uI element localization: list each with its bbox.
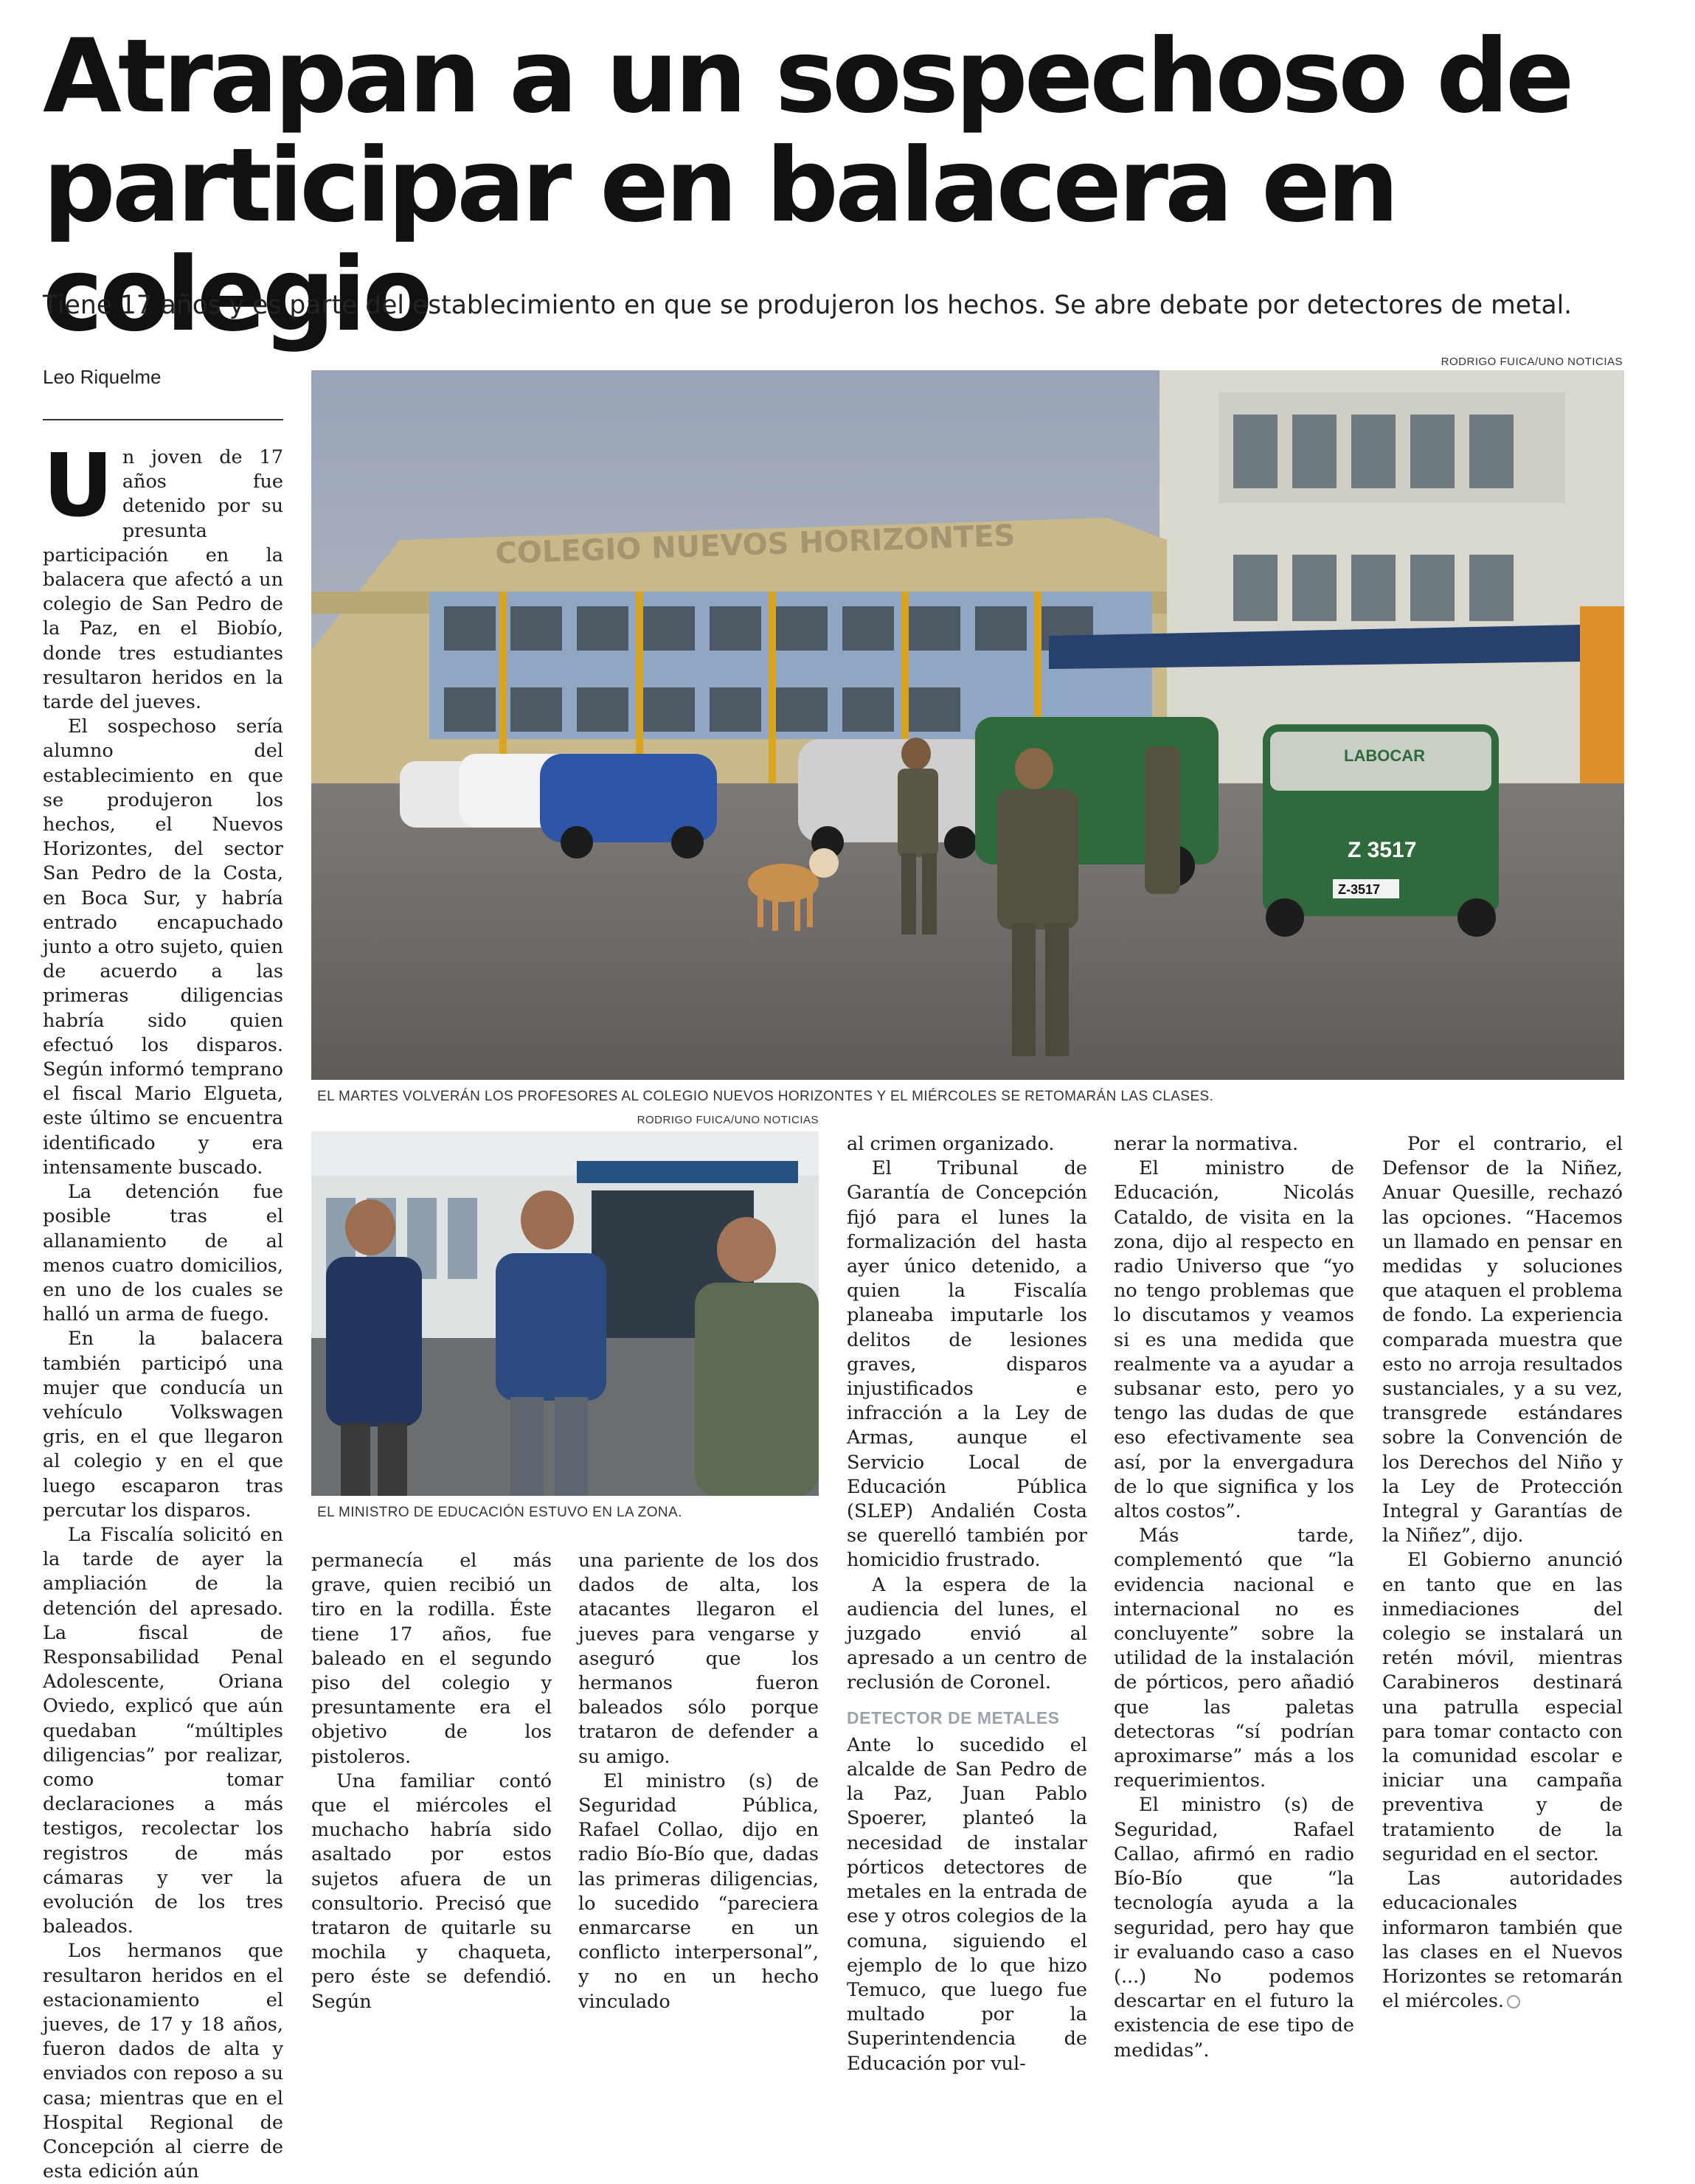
photo-second	[311, 1131, 819, 1496]
paragraph: El ministro de Educación, Nicolás Cataldo, de visita en la zona, dijo al respecto en radio Universo que “yo no tengo problemas que lo discutamos y veamos si es una medida que realmente va a ayudar a subsanar esto, pero yo tengo las dudas de que eso efectivamente sea así, por la envergadura de lo que significa y los altos costos”.	[1114, 1157, 1354, 1523]
vehicle-label: LABOCAR	[1344, 746, 1425, 765]
final-paragraph-text: Las autoridades educacionales informaron también que las clases en el Nuevos Horizontes se retomarán el miércoles.	[1382, 1868, 1623, 2013]
photo-second-caption: EL MINISTRO DE EDUCACIÓN ESTUVO EN LA ZONA.	[317, 1505, 682, 1520]
article-column-2	[311, 1549, 552, 2013]
byline-rule	[43, 419, 283, 420]
paragraph: Por el contrario, el Defensor de la Niñez, Anuar Quesille, rechazó las opciones. “Hacemos un llamado en pensar en medidas y soluciones que ataquen el problema de fondo. La experiencia comparada muestra que esto no arroja resultados sustanciales, y a su vez, transgrede estándares sobre la Convención de los Derechos del Niño y la Ley de Protección Integral y Garantías de la Niñez”, dijo.	[1382, 1133, 1623, 1547]
school-sign-text: COLEGIO NUEVOS HORIZONTES	[494, 519, 1016, 571]
photo-main	[311, 370, 1624, 1080]
paragraph: El sospechoso sería alumno del establecimiento en que se produjeron los hechos, el Nuevos Horizontes, del sector San Pedro de la Costa, en Boca Sur, y habría entrado encapuchado junto a otro sujeto, quien de acuerdo a las primeras diligencias habría sido quien efectuó los disparos. Según informó temprano el fiscal Mario Elgueta, este último se encuentra identificado y era intensamente buscado.	[43, 715, 283, 1179]
end-mark-icon	[1507, 1995, 1520, 2008]
section-heading: DETECTOR DE METALES	[847, 1708, 1060, 1727]
headline: Atrapan a un sospechoso de participar en balacera en colegio	[43, 17, 1571, 354]
dropcap: U	[43, 434, 114, 536]
article-column-5	[1114, 1132, 1354, 2062]
paragraph: Más tarde, complementó que “la evidencia nacional e internacional no es concluyente” sobre la utilidad de la instalación de pórticos, pero añadió que las paletas detectoras “sí podrían aproximarse” más a los requerimientos.	[1114, 1525, 1354, 1792]
photo-second-credit: RODRIGO FUICA/UNO NOTICIAS	[637, 1114, 819, 1126]
photo-main-caption: EL MARTES VOLVERÁN LOS PROFESORES AL COLEGIO NUEVOS HORIZONTES Y EL MIÉRCOLES SE RETOMARÁN LAS CLASES.	[317, 1089, 1214, 1104]
photo-main-illustration	[311, 370, 1624, 1080]
paragraph: La Fiscalía solicitó en la tarde de ayer la ampliación de la detención del apresado. La fiscal de Responsabilidad Penal Adolescente, Oriana Oviedo, explicó que aún quedaban “múltiples diligencias” por realizar, como tomar declaraciones a más testigos, recolectar los registros de más cámaras y ver la evolución de los tres baleados.	[43, 1523, 283, 1938]
paragraph	[1382, 1867, 1623, 2014]
paragraph: El ministro (s) de Seguridad, Rafael Callao, afirmó en radio Bío-Bío que “la tecnología ayuda a la seguridad, pero hay que ir evaluando caso a caso (...) No podemos descartar en el futuro la existencia de ese tipo de medidas”.	[1114, 1794, 1354, 2062]
vehicle-plate: Z-3517	[1338, 882, 1381, 897]
article-column-6	[1382, 1132, 1623, 2013]
paragraph: n joven de 17 años fue detenido por su presunta participación en la balacera que afectó a un colegio de San Pedro de la Paz, en el Biobío, donde tres estudiantes resultaron heridos en la tarde del jueves.	[43, 446, 283, 714]
paragraph: permanecía el más grave, quien recibió un tiro en la rodilla. Éste tiene 17 años, fue baleado en el segundo piso del colegio y presuntamente era el objetivo de los pistoleros.	[311, 1550, 552, 1768]
paragraph: El Gobierno anunció en tanto que en las inmediaciones del colegio se instalará un retén móvil, mientras Carabineros destinará una patrulla especial para tomar contacto con la comunidad escolar e iniciar una campaña preventiva y de tratamiento de la seguridad en el sector.	[1382, 1549, 1623, 1865]
paragraph: Los hermanos que resultaron heridos en el estacionamiento el jueves, de 17 y 18 años, fueron dados de alta y enviados con reposo a su casa; mientras que en el Hospital Regional de Concepción al cierre de esta edición aún	[43, 1940, 283, 2183]
photo-main-credit: RODRIGO FUICA/UNO NOTICIAS	[1441, 356, 1623, 368]
vehicle-number: Z 3517	[1348, 838, 1417, 862]
paragraph: El Tribunal de Garantía de Concepción fijó para el lunes la formalización del hasta ayer único detenido, a quien la Fiscalía planeaba imputarle los delitos de lesiones graves, disparos injustificados e infracción a la Ley de Armas, aunque el Servicio Local de Educación Pública (SLEP) Andalién Costa se querelló también por homicidio frustrado.	[847, 1157, 1087, 1572]
paragraph: A la espera de la audiencia del lunes, el juzgado envió al apresado a un centro de reclusión de Coronel.	[847, 1573, 1087, 1694]
paragraph: al crimen organizado.	[847, 1133, 1055, 1155]
article-column-3	[578, 1549, 819, 2013]
paragraph: Ante lo sucedido el alcalde de San Pedro de la Paz, Juan Pablo Spoerer, planteó la necesidad de instalar pórticos detectores de metales en la entrada de ese y otros colegios de la comuna, siguiendo el ejemplo de lo que hizo Temuco, que luego fue multado por la Superintendencia de Educación por vul-	[847, 1733, 1087, 2075]
paragraph: una pariente de los dos dados de alta, los atacantes llegaron el jueves para vengarse y aseguró que los hermanos fueron baleados sólo porque trataron de defender a su amigo.	[578, 1550, 819, 1768]
paragraph: La detención fue posible tras el allanamiento de al menos cuatro domicilios, en uno de los cuales se halló un arma de fuego.	[43, 1181, 283, 1326]
article-column-1	[43, 434, 283, 2183]
subhead: Tiene 17 años y es parte del establecimiento en que se produjeron los hechos. Se abre debate por detectores de metal.	[43, 291, 1573, 320]
paragraph: Una familiar contó que el miércoles el muchacho habría sido asaltado por estos sujetos afuera de un consultorio. Precisó que trataron de quitarle su mochila y chaqueta, pero éste se defendió. Según	[311, 1769, 552, 2013]
paragraph: El ministro (s) de Seguridad Pública, Rafael Collao, dijo en radio Bío-Bío que, dadas las primeras diligencias, lo sucedido “pareciera enmarcarse en un conflicto interpersonal”, y no en un hecho vinculado	[578, 1769, 819, 2013]
paragraph: En la balacera también participó una mujer que conducía un vehículo Volkswagen gris, en el que llegaron al colegio y en el que luego escaparon tras percutar los disparos.	[43, 1328, 283, 1522]
paragraph: nerar la normativa.	[1114, 1133, 1299, 1155]
photo-second-illustration	[311, 1131, 819, 1496]
byline: Leo Riquelme	[43, 366, 162, 388]
article-column-4	[847, 1132, 1087, 2075]
